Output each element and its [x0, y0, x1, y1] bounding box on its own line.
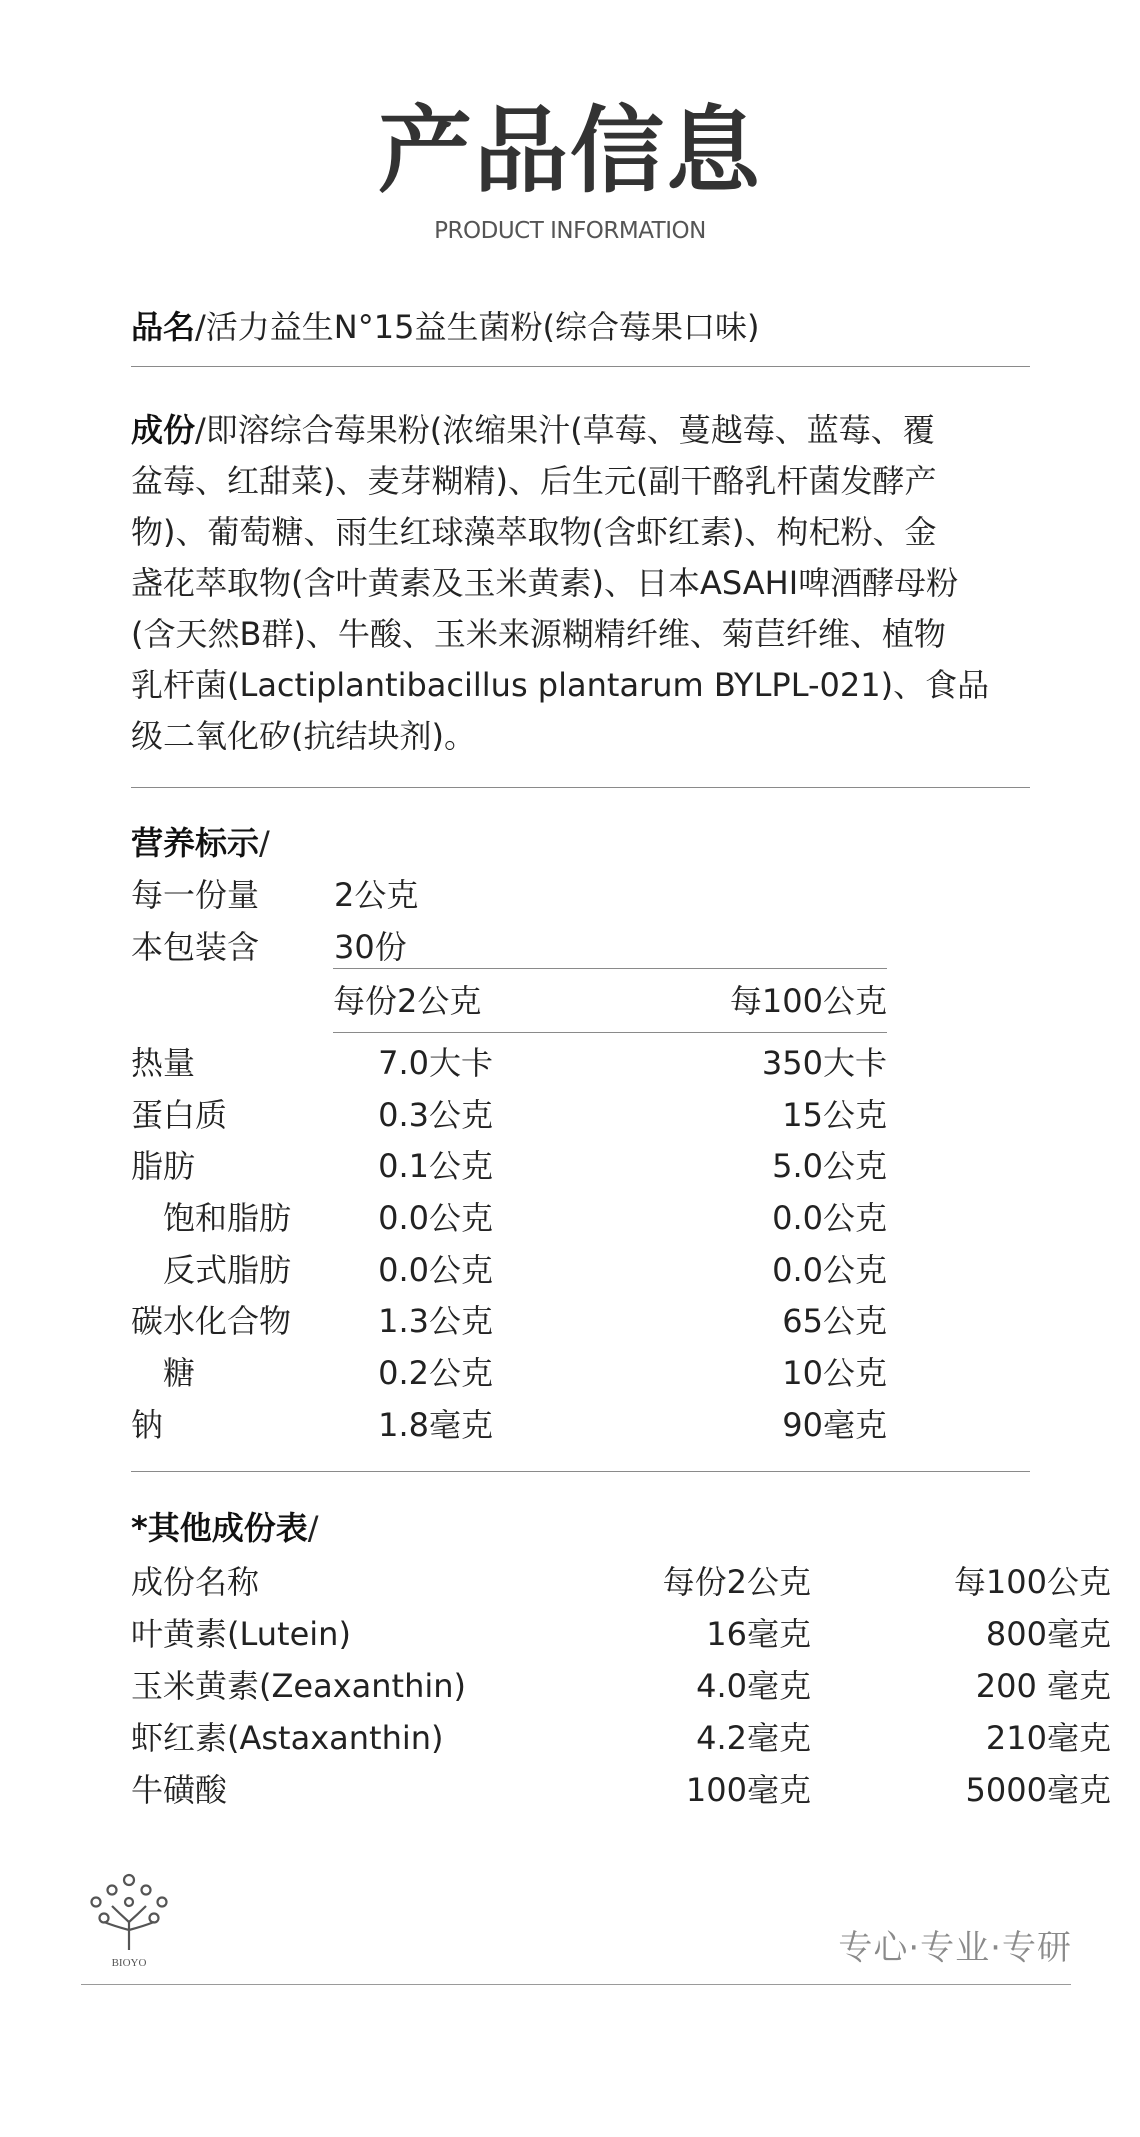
slogan: 专心·专业·专研 [838, 1928, 1072, 1968]
other-heading: *其他成份表/ [131, 1509, 319, 1547]
ingredients-line: 级二氧化矽(抗结块剂)。 [131, 717, 476, 755]
table-header-rule [333, 1032, 887, 1033]
nutrition-table-header [131, 968, 887, 1038]
servings-value: 30份 [334, 928, 407, 966]
ingredients-line: 成份/即溶综合莓果粉(浓缩果汁(草莓、蔓越莓、蓝莓、覆 [131, 411, 935, 449]
table-row: 糖 0.2公克 10公克 [163, 1354, 887, 1393]
ingredients-line: 物)、葡萄糖、雨生红球藻萃取物(含虾红素)、枸杞粉、金 [131, 513, 937, 551]
table-row: 碳水化合物 1.3公克 65公克 [131, 1302, 887, 1341]
servings-label: 本包装含 [131, 928, 260, 966]
other-table-header: 成份名称 每份2公克 每100公克 [131, 1563, 1111, 1601]
table-row: 热量 7.0大卡 350大卡 [131, 1044, 887, 1082]
nutrition-label: 营养标示 [131, 824, 260, 862]
product-name-label: 品名 [131, 308, 196, 346]
divider [131, 366, 1030, 367]
product-name-value: /活力益生N°15益生菌粉(综合莓果口味) [195, 308, 760, 346]
table-row: 钠 1.8毫克 90毫克 [131, 1405, 887, 1444]
divider [131, 1471, 1030, 1472]
brand-name: BIOYO [111, 1957, 147, 1969]
table-row: 叶黄素(Lutein) 16毫克 800毫克 [131, 1615, 1111, 1653]
page-subtitle: PRODUCT INFORMATION [434, 218, 706, 244]
col-per-serving: 每份2公克 [333, 982, 482, 1020]
ingredients-block [131, 405, 1036, 762]
table-row: 玉米黄素(Zeaxanthin) 4.0毫克 200 毫克 [131, 1667, 1111, 1705]
serving-size-value: 2公克 [334, 876, 419, 914]
nutrition-heading: 营养标示/ [131, 824, 270, 862]
ingredients-line: 盏花萃取物(含叶黄素及玉米黄素)、日本ASAHI啤酒酵母粉 [131, 564, 959, 602]
ingredients-label: 成份 [131, 411, 196, 449]
table-row: 反式脂肪 0.0公克 0.0公克 [163, 1250, 887, 1289]
footer-divider [81, 1984, 1071, 1985]
product-name-line [131, 302, 759, 353]
page-title: 产品信息 [377, 97, 762, 206]
table-row: 虾红素(Astaxanthin) 4.2毫克 210毫克 [131, 1719, 1111, 1757]
ingredients-line: (含天然B群)、牛酸、玉米来源糊精纤维、菊苣纤维、植物 [131, 615, 946, 653]
other-label: *其他成份表 [131, 1509, 308, 1547]
brand-logo [84, 1870, 174, 1970]
table-row: 蛋白质 0.3公克 15公克 [131, 1095, 887, 1134]
table-row: 牛磺酸 100毫克 5000毫克 [131, 1771, 1111, 1809]
tree-logo-icon [84, 1870, 174, 1970]
nutrition-table [131, 968, 887, 1452]
table-row: 饱和脂肪 0.0公克 0.0公克 [163, 1199, 887, 1238]
ingredients-line: 盆莓、红甜菜)、麦芽糊精)、后生元(副干酪乳杆菌发酵产 [131, 462, 937, 500]
col-per-100: 每100公克 [729, 982, 887, 1020]
ingredients-line: 乳杆菌(Lactiplantibacillus plantarum BYLPL-021)、食品 [131, 666, 990, 704]
serving-size-label: 每一份量 [131, 876, 260, 914]
nutrition-rows [131, 1038, 887, 1452]
divider [131, 787, 1030, 788]
table-row: 脂肪 0.1公克 5.0公克 [131, 1147, 887, 1186]
